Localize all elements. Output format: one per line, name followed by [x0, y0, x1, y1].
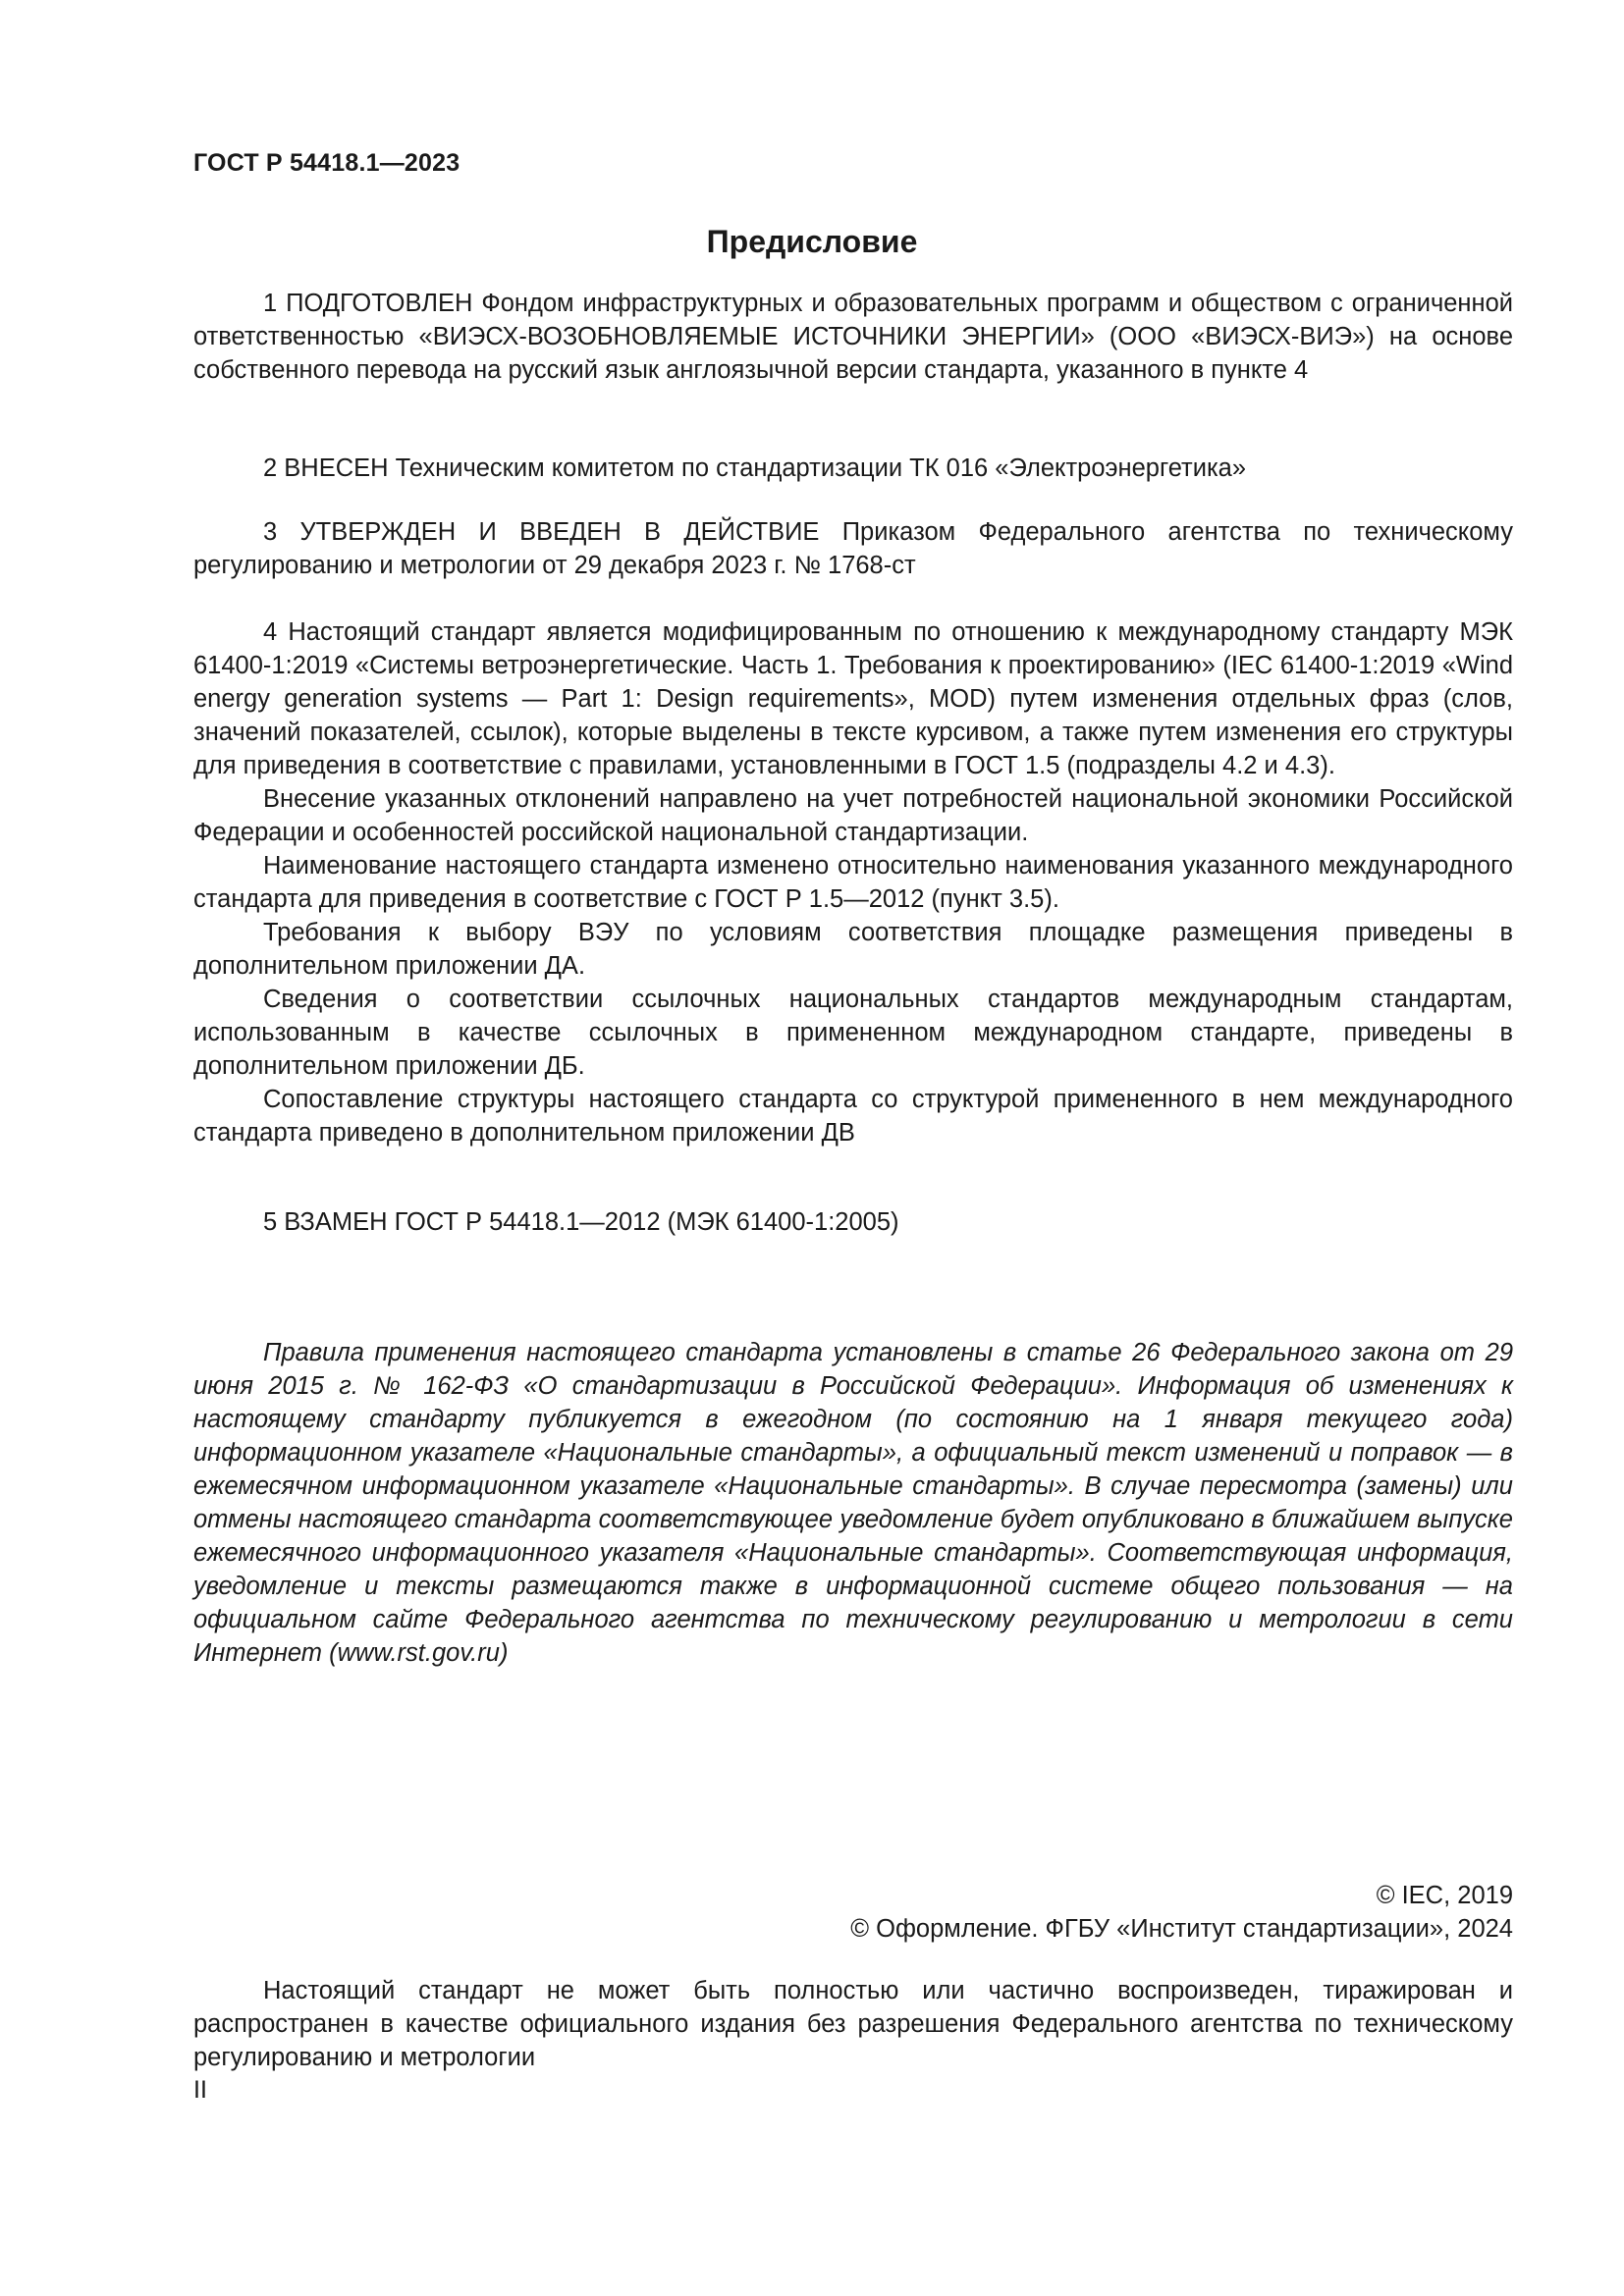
copyright-design: © Оформление. ФГБУ «Институт стандартизации», 2024 — [850, 1915, 1513, 1943]
notice-text: Правила применения настоящего стандарта установлены в статье 26 Федерального закона от 29 июня 2015 г. № 162-ФЗ «О стандартизации в Российской Федерации». Информация об изменениях к настоящему стандарту публикуется в ежегодном (по состоянию на 1 января текущего года) информационном указателе «Национальные стандарты», а официальный текст изменений и поправок — в ежемесячном информационном указателе «Национальные стандарты». В случае пересмотра (замены) или отмены настоящего стандарта соответствующее уведомление будет опубликовано в ближайшем выпуске ежемесячного информационного указателя «Национальные стандарты». Соответствующая информация, уведомление и тексты размещаются также в информационной системе общего пользования — на официальном сайте Федерального агентства по техническому регулированию и метрологии в сети Интернет (www.rst.gov.ru) — [193, 1339, 1513, 1667]
section-1-text: 1 ПОДГОТОВЛЕН Фондом инфраструктурных и образовательных программ и обществом с ограниченной ответственностью «ВИЭСХ-ВОЗОБНОВЛЯЕМЫЕ ИСТОЧНИКИ ЭНЕРГИИ» (ООО «ВИЭСХ-ВИЭ») на основе собственного перевода на русский язык англоязычной версии стандарта, указанного в пункте 4 — [193, 290, 1513, 384]
page-title: Предисловие — [706, 224, 918, 259]
section-1 — [193, 287, 1513, 387]
application-rules-notice — [193, 1336, 1513, 1670]
section-4-paragraph: Сведения о соответствии ссылочных национальных стандартов международным стандартам, использованным в качестве ссылочных в примененном международном стандарте, приведены в дополнительном приложении ДБ. — [193, 986, 1513, 1080]
section-3-text: 3 УТВЕРЖДЕН И ВВЕДЕН В ДЕЙСТВИЕ Приказом Федерального агентства по техническому регулированию и метрологии от 29 декабря 2023 г. № 1768-ст — [193, 518, 1513, 579]
section-4-paragraph: 4 Настоящий стандарт является модифицированным по отношению к международному стандарту МЭК 61400-1:2019 «Системы ветроэнергетические. Часть 1. Требования к проектированию» (IEC 61400-1:2019 «Wind energy generation systems — Part 1: Design requirements», MOD) путем изменения отдельных фраз (слов, значений показателей, ссылок), которые выделены в тексте курсивом, а также путем изменения его структуры для приведения в соответствие с правилами, установленными в ГОСТ 1.5 (подразделы 4.2 и 4.3). — [193, 618, 1513, 779]
section-4-paragraph: Внесение указанных отклонений направлено на учет потребностей национальной экономики Российской Федерации и особенностей российской национальной стандартизации. — [193, 785, 1513, 846]
page-number: II — [193, 2076, 207, 2104]
reproduction-notice — [193, 1974, 1513, 2074]
section-5-text: 5 ВЗАМЕН ГОСТ Р 54418.1—2012 (МЭК 61400-1:2005) — [263, 1208, 899, 1236]
reproduction-text: Настоящий стандарт не может быть полностью или частично воспроизведен, тиражирован и распространен в качестве официального издания без разрешения Федерального агентства по техническому регулированию и метрологии — [193, 1977, 1513, 2071]
section-2-text: 2 ВНЕСЕН Техническим комитетом по стандартизации ТК 016 «Электроэнергетика» — [263, 454, 1247, 482]
section-4-paragraph: Сопоставление структуры настоящего стандарта со структурой примененного в нем международного стандарта приведено в дополнительном приложении ДВ — [193, 1086, 1513, 1147]
section-4 — [193, 615, 1513, 1149]
section-4-paragraph: Требования к выбору ВЭУ по условиям соответствия площадке размещения приведены в дополнительном приложении ДА. — [193, 919, 1513, 980]
section-5 — [193, 1205, 1513, 1239]
section-2 — [193, 452, 1513, 485]
section-3 — [193, 515, 1513, 582]
copyright-iec: © IEC, 2019 — [1376, 1882, 1513, 1909]
document-code: ГОСТ Р 54418.1—2023 — [193, 149, 460, 177]
section-4-paragraph: Наименование настоящего стандарта изменено относительно наименования указанного международного стандарта для приведения в соответствие с ГОСТ Р 1.5—2012 (пункт 3.5). — [193, 852, 1513, 913]
